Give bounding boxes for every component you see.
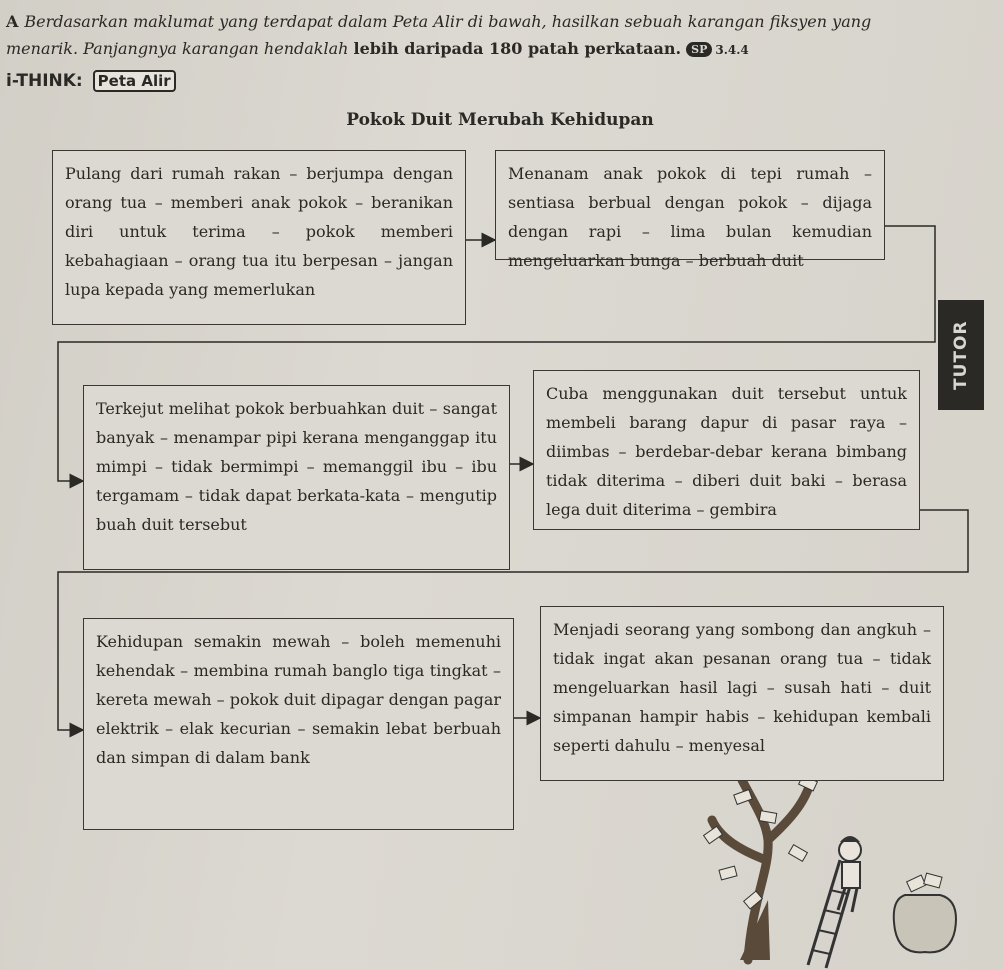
money-tree-illustration — [704, 775, 956, 968]
flow-box-2-text: Menanam anak pokok di tepi rumah – sentiasa berbual dengan pokok – dijaga dengan rapi – lima bulan kemudian mengeluarkan bunga – berbuah duit — [508, 164, 872, 270]
peta-alir-badge: Peta Alir — [93, 70, 176, 92]
flow-box-2 — [495, 150, 885, 270]
question-text: Berdasarkan maklumat yang terdapat dalam Peta Alir di bawah, hasilkan sebuah karangan fiksyen yang menarik. Panjangnya karangan hendaklah — [6, 12, 872, 58]
flow-box-5-text: Kehidupan semakin mewah – boleh memenuhi kehendak – membina rumah banglo tiga tingkat – kereta mewah – pokok duit dipagar dengan pagar elektrik – elak kecurian – semakin lebat berbuah dan simpan di dalam bank — [96, 632, 501, 767]
flow-box-5 — [83, 618, 514, 830]
flow-box-6 — [540, 606, 944, 781]
flow-box-3-text: Terkejut melihat pokok berbuahkan duit – sangat banyak – menampar pipi kerana menganggap itu mimpi – tidak bermimpi – memanggil ibu – ibu tergamam – tidak dapat berkata-kata – mengutip buah duit tersebut — [96, 399, 497, 534]
flow-box-4 — [533, 370, 920, 530]
flow-map-title: Pokok Duit Merubah Kehidupan — [346, 110, 654, 130]
flow-box-3 — [83, 385, 510, 570]
ithink-label: i-THINK: — [6, 71, 83, 91]
sp-code: 3.4.4 — [715, 43, 749, 57]
flow-box-1 — [52, 150, 466, 325]
flow-box-4-text: Cuba menggunakan duit tersebut untuk membeli barang dapur di pasar raya – diimbas – berdebar-debar kerana bimbang tidak diterima – diberi duit baki – berasa lega duit diterima – gembira — [546, 384, 907, 519]
tutor-side-tab: TUTOR — [938, 300, 984, 410]
flow-box-1-text: Pulang dari rumah rakan – berjumpa dengan orang tua – memberi anak pokok – beranikan diri untuk terima – pokok memberi kebahagiaan – orang tua itu berpesan – jangan lupa kepada yang memerlukan — [65, 164, 453, 299]
question-bold-text: lebih daripada 180 patah perkataan. — [353, 39, 682, 58]
flow-box-6-text: Menjadi seorang yang sombong dan angkuh – tidak ingat akan pesanan orang tua – tidak mengeluarkan hasil lagi – susah hati – duit simpanan hampir habis – kehidupan kembali seperti dahulu – menyesal — [553, 620, 931, 755]
question-label: A — [6, 12, 19, 31]
sp-badge: SP — [686, 42, 712, 57]
